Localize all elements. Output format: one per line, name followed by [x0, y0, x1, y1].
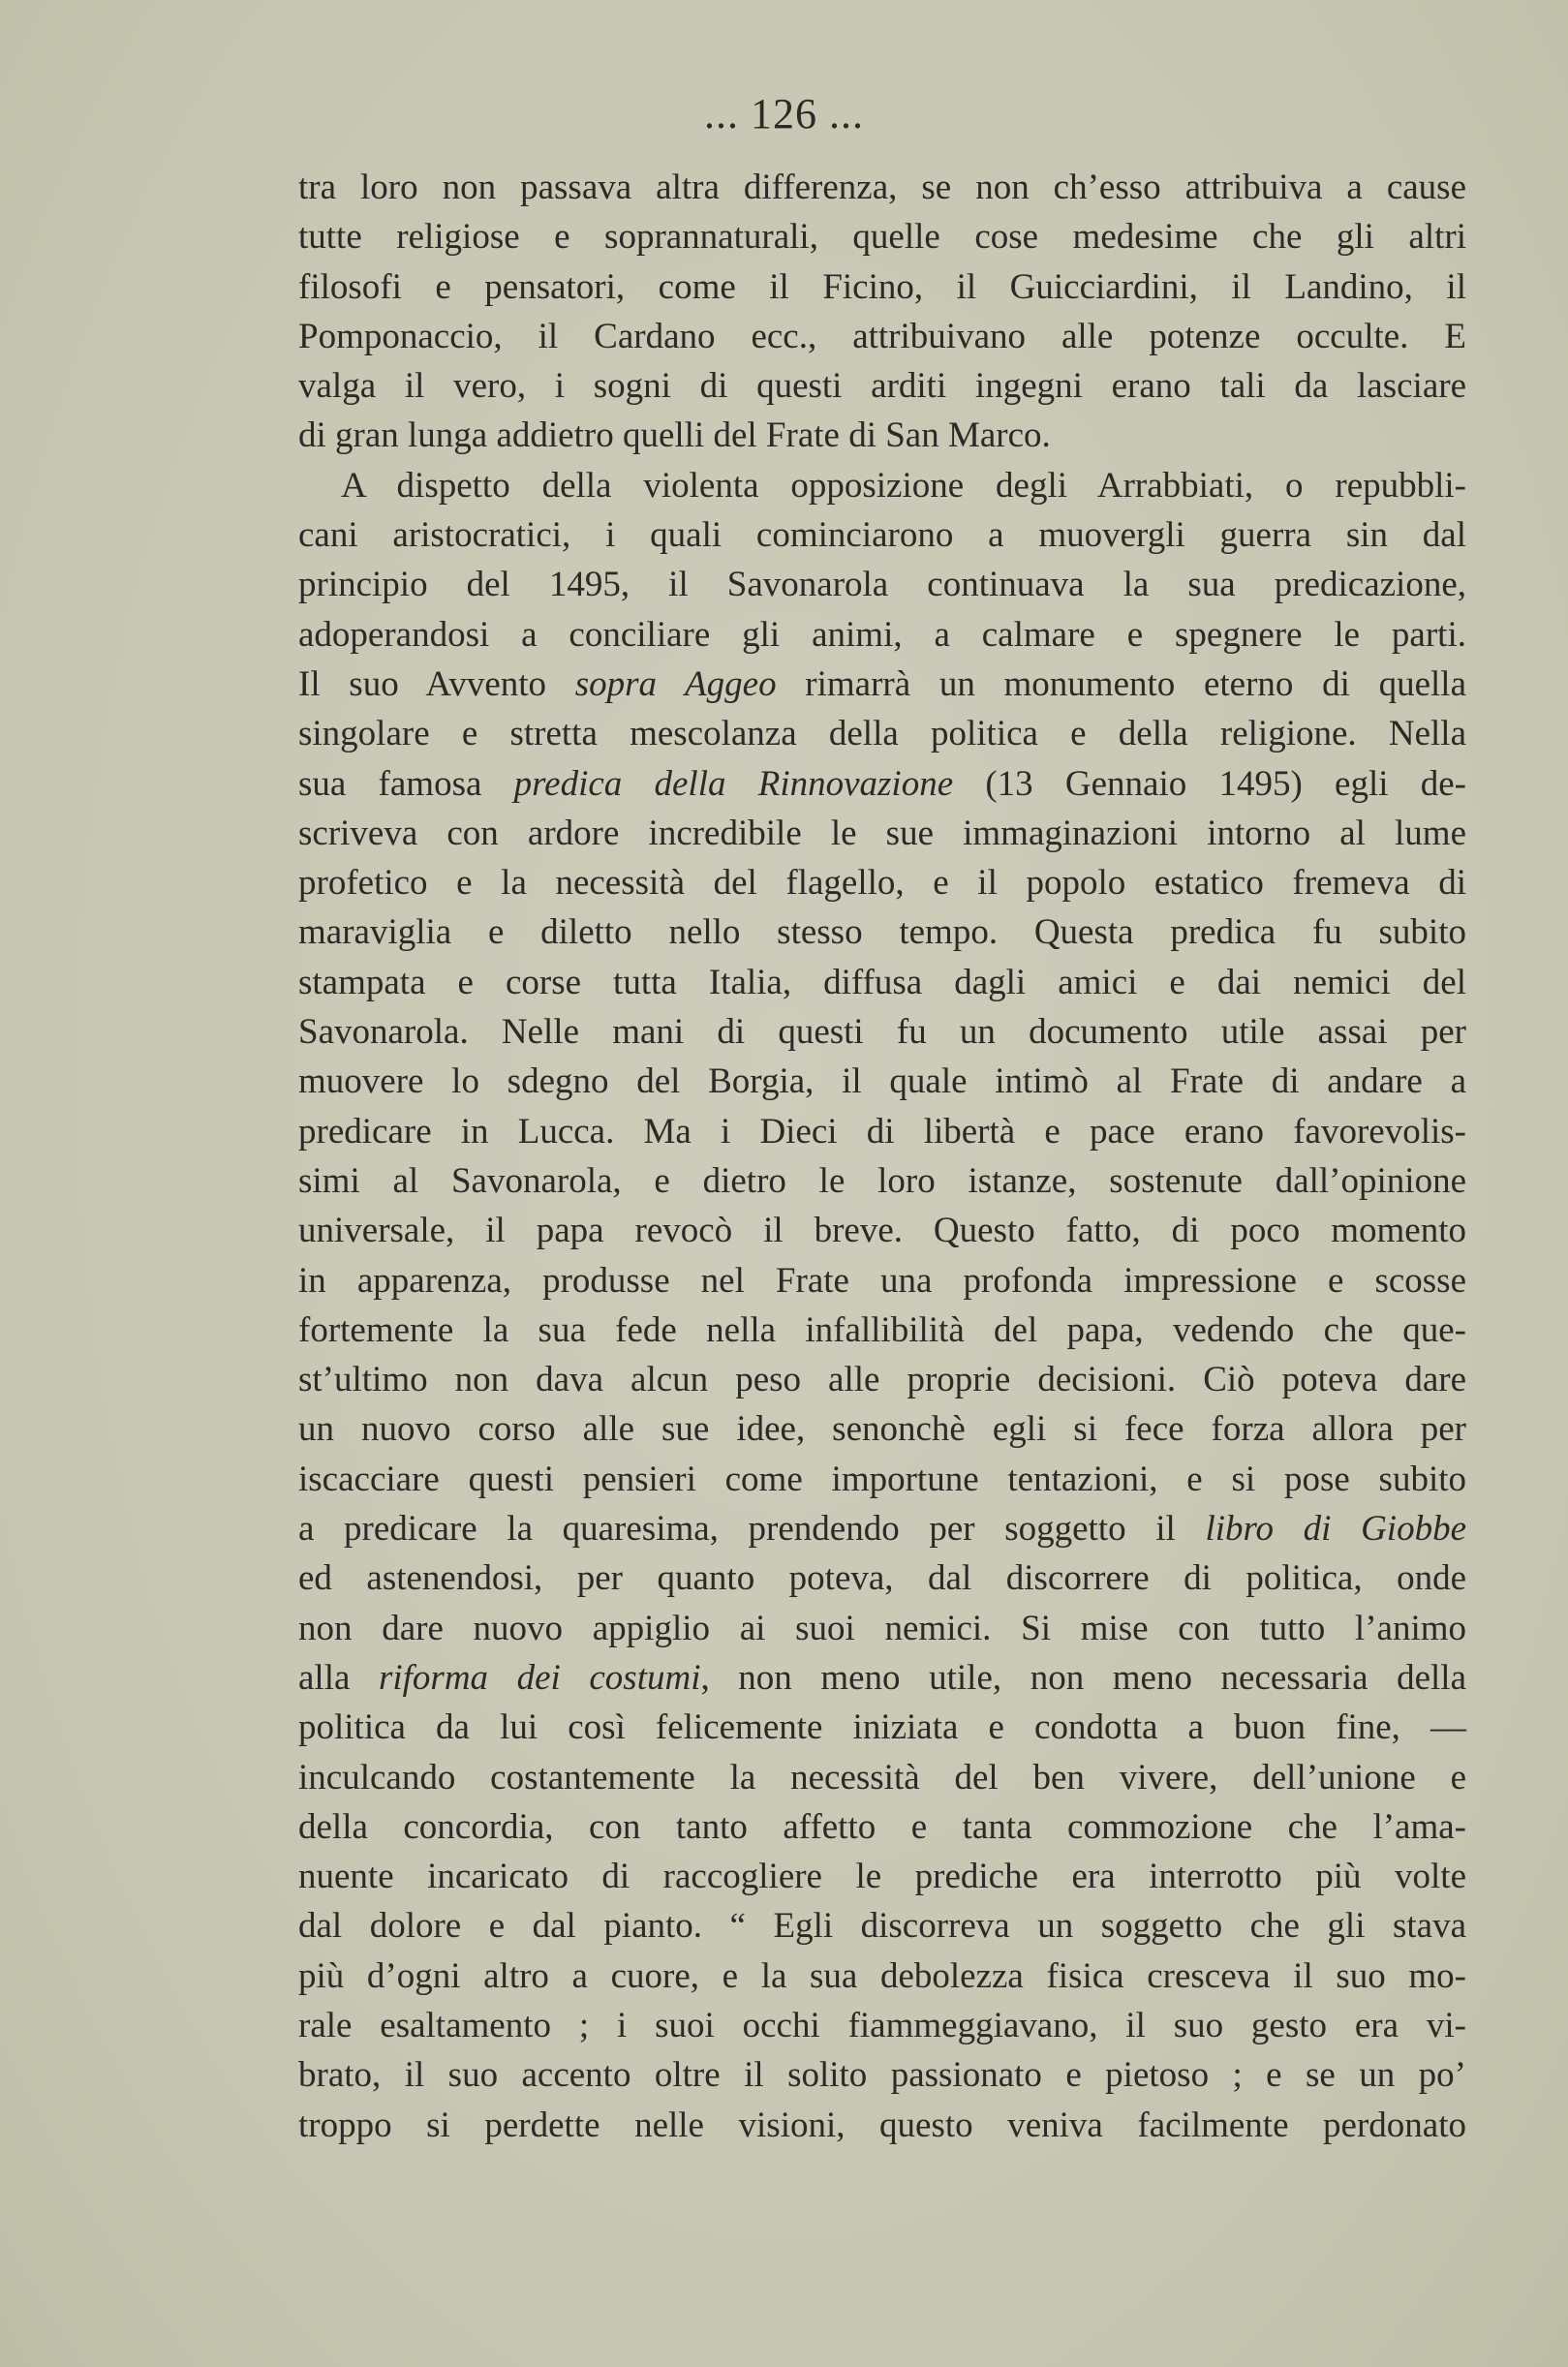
text-segment: , non meno utile, non meno necessaria della — [700, 1657, 1466, 1698]
text-segment: muovere lo sdegno del Borgia, il quale intimò al Frate di andare a — [298, 1061, 1466, 1102]
text-line — [298, 1404, 1466, 1454]
text-line — [298, 2001, 1466, 2050]
text-line — [298, 1057, 1466, 1106]
text-line — [298, 858, 1466, 907]
text-line — [298, 312, 1466, 361]
text-segment: sua famosa — [298, 763, 514, 804]
text-line — [298, 1703, 1466, 1752]
text-segment: a predicare la quaresima, prendendo per soggetto il — [298, 1509, 1206, 1550]
text-segment: fortemente la sua fede nella infallibilità del papa, vedendo che que- — [298, 1309, 1466, 1350]
text-line — [298, 1901, 1466, 1951]
text-segment: universale, il papa revocò il breve. Questo fatto, di poco momento — [298, 1211, 1466, 1251]
text-segment: cani aristocratici, i quali cominciarono a muovergli guerra sin dal — [298, 515, 1466, 556]
italic-text: libro di Giobbe — [1205, 1509, 1466, 1550]
text-segment: adoperandosi a conciliare gli animi, a calmare e spegnere le parti. — [298, 614, 1466, 655]
text-segment: tutte religiose e soprannaturali, quelle cose medesime che gli altri — [298, 217, 1466, 258]
text-segment: non dare nuovo appiglio ai suoi nemici. Si mise con tutto l’animo — [298, 1608, 1466, 1648]
text-segment: nuente incaricato di raccogliere le prediche era interrotto più volte — [298, 1857, 1466, 1897]
text-segment: maraviglia e diletto nello stesso tempo. Questa predica fu subito — [298, 912, 1466, 953]
text-line — [298, 1306, 1466, 1355]
text-line — [298, 361, 1466, 411]
text-line — [298, 1455, 1466, 1504]
text-line — [298, 560, 1466, 609]
text-line — [298, 262, 1466, 312]
text-segment: più d’ogni altro a cuore, e la sua debolezza fisica cresceva il suo mo- — [298, 1955, 1466, 1996]
text-line — [298, 1604, 1466, 1653]
text-line — [298, 163, 1466, 212]
text-segment: politica da lui così felicemente iniziata e condotta a buon fine, — — [298, 1707, 1466, 1748]
text-line — [298, 809, 1466, 858]
text-segment: Il suo Avvento — [298, 663, 575, 704]
text-segment: principio del 1495, il Savonarola continuava la sua predicazione, — [298, 565, 1466, 605]
text-segment: scriveva con ardore incredibile le sue immaginazioni intorno al lume — [298, 813, 1466, 853]
text-line — [298, 1504, 1466, 1553]
text-segment: della concordia, con tanto affetto e tanta commozione che l’ama- — [298, 1806, 1466, 1847]
text-segment: inculcando costantemente la necessità del ben vivere, dell’unione e — [298, 1757, 1466, 1798]
text-line — [298, 1007, 1466, 1057]
text-line — [298, 1107, 1466, 1156]
text-segment: Pomponaccio, il Cardano ecc., attribuivano alle potenze occulte. E — [298, 316, 1466, 356]
text-line — [298, 958, 1466, 1007]
text-line — [298, 1952, 1466, 2001]
text-line — [298, 759, 1466, 809]
italic-text: riforma dei costumi — [378, 1657, 701, 1698]
text-segment: (13 Gennaio 1495) egli de- — [953, 763, 1466, 804]
text-segment: filosofi e pensatori, come il Ficino, il Guicciardini, il Landino, il — [298, 266, 1466, 307]
text-segment: di gran lunga addietro quelli del Frate di San Marco. — [298, 415, 1051, 456]
page-body-text — [298, 163, 1466, 2150]
text-segment: iscacciare questi pensieri come importune tentazioni, e si pose subito — [298, 1459, 1466, 1499]
text-segment: troppo si perdette nelle visioni, questo veniva facilmente perdonato — [298, 2105, 1466, 2145]
text-line — [298, 1206, 1466, 1255]
text-segment: A dispetto della violenta opposizione degli Arrabbiati, o repubbli- — [341, 465, 1466, 506]
text-segment: tra loro non passava altra differenza, se non ch’esso attribuiva a cause — [298, 168, 1466, 207]
text-line — [298, 610, 1466, 660]
text-line — [298, 1156, 1466, 1206]
text-segment: in apparenza, produsse nel Frate una profonda impressione e scosse — [298, 1260, 1466, 1301]
text-segment: profetico e la necessità del flagello, e il popolo estatico fremeva di — [298, 863, 1466, 904]
text-segment: alla — [298, 1657, 379, 1698]
text-line — [298, 510, 1466, 560]
text-line — [298, 709, 1466, 758]
page-number: ... 126 ... — [704, 90, 864, 138]
italic-text: predica della Rinnovazione — [513, 763, 954, 804]
text-line — [298, 1355, 1466, 1404]
text-segment: stampata e corse tutta Italia, diffusa dagli amici e dai nemici del — [298, 962, 1466, 1002]
text-line — [298, 461, 1466, 510]
text-segment: dal dolore e dal pianto. “ Egli discorreva un soggetto che gli stava — [298, 1906, 1466, 1947]
text-line — [298, 1852, 1466, 1901]
text-segment: un nuovo corso alle sue idee, senonchè egli si fece forza allora per — [298, 1409, 1466, 1450]
text-line — [298, 1553, 1466, 1603]
text-segment: singolare e stretta mescolanza della politica e della religione. Nella — [298, 714, 1466, 754]
text-segment: predicare in Lucca. Ma i Dieci di libertà e pace erano favorevolis- — [298, 1111, 1466, 1152]
text-segment: Savonarola. Nelle mani di questi fu un documento utile assai per — [298, 1012, 1466, 1053]
text-line — [298, 2050, 1466, 2100]
text-segment: st’ultimo non dava alcun peso alle proprie decisioni. Ciò poteva dare — [298, 1360, 1466, 1400]
text-segment: brato, il suo accento oltre il solito passionato e pietoso ; e se un po’ — [298, 2055, 1466, 2096]
text-segment: rale esaltamento ; i suoi occhi fiammeggiavano, il suo gesto era vi- — [298, 2005, 1466, 2045]
text-line — [298, 411, 1466, 460]
text-line — [298, 660, 1466, 709]
text-segment: valga il vero, i sogni di questi arditi ingegni erano tali da lasciare — [298, 366, 1466, 407]
text-segment: ed astenendosi, per quanto poteva, dal discorrere di politica, onde — [298, 1558, 1466, 1599]
text-line — [298, 907, 1466, 957]
text-line — [298, 1256, 1466, 1306]
text-line — [298, 2101, 1466, 2150]
text-line — [298, 1753, 1466, 1802]
text-line — [298, 1653, 1466, 1703]
text-segment: rimarrà un monumento eterno di quella — [776, 663, 1467, 704]
text-line — [298, 1802, 1466, 1852]
italic-text: sopra Aggeo — [574, 663, 777, 704]
text-line — [298, 212, 1466, 261]
text-segment: simi al Savonarola, e dietro le loro istanze, sostenute dall’opinione — [298, 1160, 1466, 1201]
